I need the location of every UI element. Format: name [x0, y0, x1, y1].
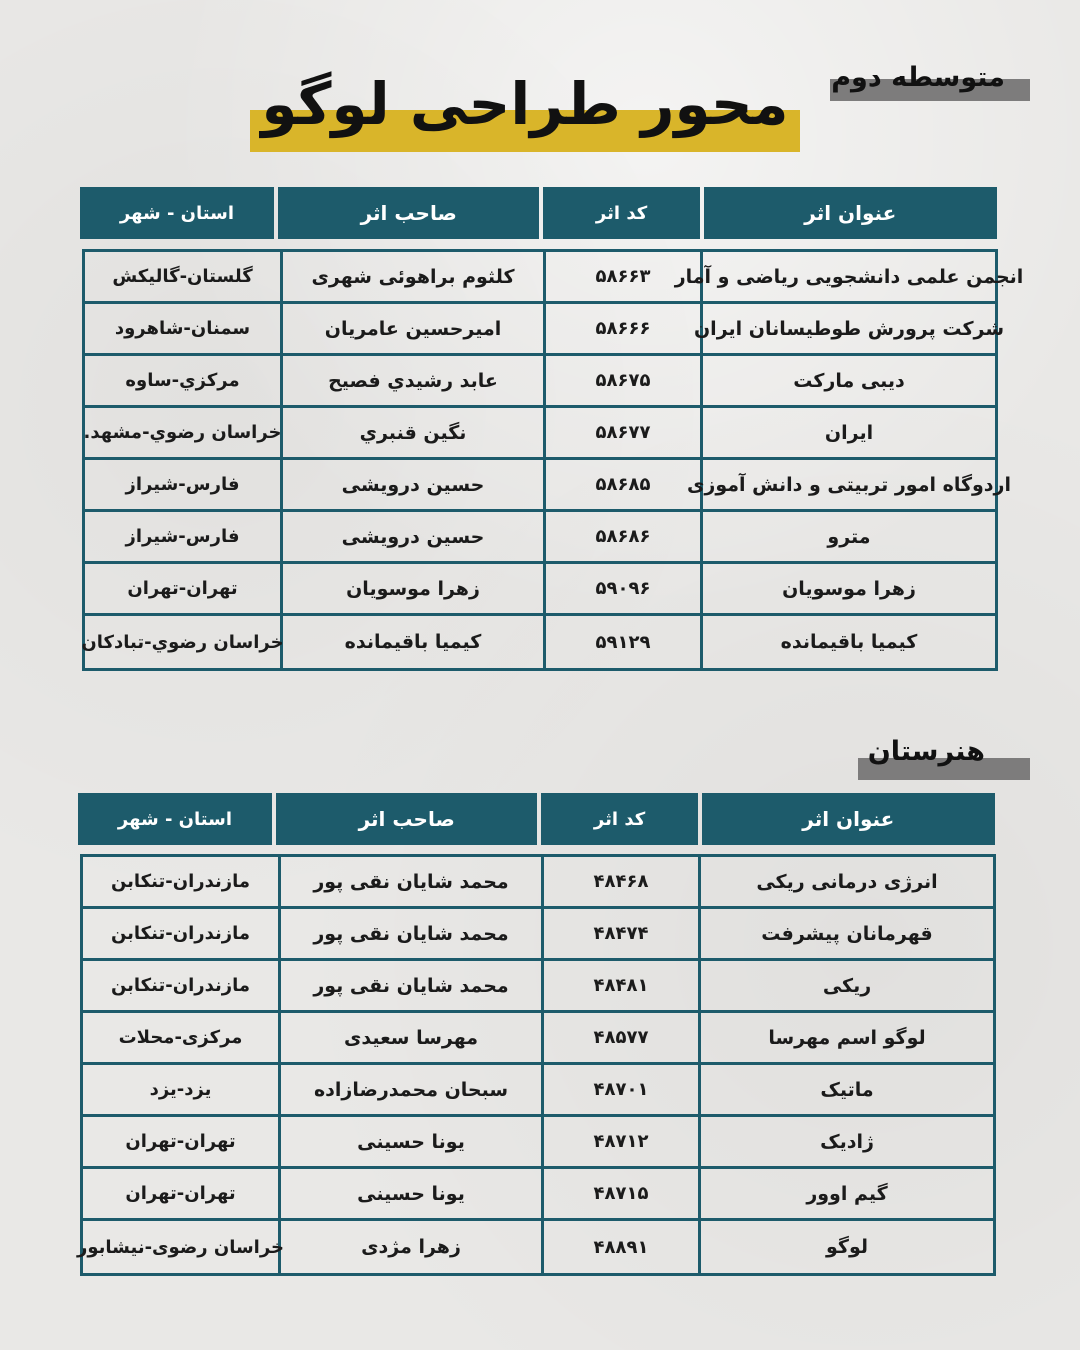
- cell-province: خراسان رضوي-تبادكان: [81, 631, 284, 653]
- table-row: [85, 408, 995, 460]
- cell-code: ۴۸۴۷۴: [541, 909, 698, 958]
- cell-code: ۵۸۶۶۶: [543, 304, 700, 353]
- cell-code: ۴۸۴۸۱: [541, 961, 698, 1010]
- cell-code: ۴۸۷۱۲: [541, 1117, 698, 1166]
- cell-owner: مهرسا سعیدی: [278, 1013, 541, 1062]
- cell-owner: عابد رشيدي فصيح: [280, 356, 543, 405]
- cell-title: مترو: [700, 512, 995, 561]
- header-owner: صاحب اثر: [278, 187, 540, 239]
- cell-title: کیمیا باقیمانده: [700, 616, 995, 668]
- header-code: کد اثر: [543, 187, 699, 239]
- cell-province: سمنان-شاهرود: [114, 318, 251, 339]
- header-province: استان - شهر: [80, 187, 274, 239]
- cell-owner: محمد شایان نقی پور: [278, 961, 541, 1010]
- table-row: [81, 616, 995, 668]
- cell-code: ۴۸۷۱۵: [541, 1169, 698, 1218]
- section1-header: [80, 187, 997, 239]
- cell-title: لوگو اسم مهرسا: [698, 1013, 993, 1062]
- cell-title: زهرا موسویان: [700, 564, 995, 613]
- cell-province: مرکزی-محلات: [118, 1027, 243, 1048]
- cell-province: تهران-تهران: [127, 578, 238, 599]
- section2-header: [78, 793, 995, 845]
- cell-code: ۴۸۴۶۸: [541, 857, 698, 906]
- table-row: [83, 1065, 993, 1117]
- table-row: [76, 1221, 993, 1273]
- cell-code: ۵۹۱۲۹: [543, 616, 700, 668]
- table-row: [85, 304, 1005, 356]
- table-row: [83, 909, 993, 961]
- cell-province: مازندران-تنکابن: [110, 923, 251, 944]
- cell-title: گیم اوور: [698, 1169, 993, 1218]
- cell-province: یزد-یزد: [149, 1079, 212, 1100]
- cell-owner: زهرا موسویان: [280, 564, 543, 613]
- cell-title: ایران: [700, 408, 995, 457]
- table-row: [85, 356, 995, 408]
- cell-title: انرژی درمانی ریکی: [698, 857, 993, 906]
- page-title: محور طراحی لوگو: [261, 70, 789, 138]
- cell-province: فارس-شیراز: [125, 474, 240, 495]
- cell-province: فارس-شیراز: [125, 526, 240, 547]
- header-owner: صاحب اثر: [276, 793, 538, 845]
- header-title: عنوان اثر: [704, 187, 997, 239]
- cell-title: لوگو: [698, 1221, 993, 1273]
- section2-tag: هنرستان: [867, 736, 985, 767]
- table-row: [85, 564, 995, 616]
- cell-title: اردوگاه امور تربیتی و دانش آموزی: [700, 460, 995, 509]
- cell-province: خراسان رضوی-نیشابور: [76, 1236, 285, 1258]
- cell-owner: نگين قنبري: [280, 408, 543, 457]
- header-code: کد اثر: [541, 793, 697, 845]
- section1-table: [81, 249, 1024, 671]
- cell-title: انجمن علمی دانشجویی ریاضی و آمار: [700, 252, 995, 301]
- table-row: [83, 1117, 993, 1169]
- table-row: [83, 1169, 993, 1221]
- cell-title: ریکی: [698, 961, 993, 1010]
- cell-owner: حسین درویشی: [280, 512, 543, 561]
- cell-title: دیبی مارکت: [700, 356, 995, 405]
- cell-province: گلستان-گالیکش: [112, 266, 253, 287]
- cell-title: شرکت پرورش طوطیسانان ایران: [700, 304, 995, 353]
- cell-code: ۴۸۷۰۱: [541, 1065, 698, 1114]
- header-province: استان - شهر: [78, 793, 272, 845]
- cell-code: ۵۸۶۸۵: [543, 460, 700, 509]
- cell-province: تهران-تهران: [125, 1183, 236, 1204]
- cell-title: قهرمانان پیشرفت: [698, 909, 993, 958]
- cell-province: تهران-تهران: [125, 1131, 236, 1152]
- cell-owner: کیمیا باقیمانده: [280, 616, 543, 668]
- cell-code: ۵۹۰۹۶: [543, 564, 700, 613]
- cell-owner: زهرا مژدی: [278, 1221, 541, 1273]
- cell-code: ۵۸۶۷۷: [543, 408, 700, 457]
- table-row: [83, 857, 993, 909]
- table-row: [83, 1013, 993, 1065]
- cell-code: ۵۸۶۸۶: [543, 512, 700, 561]
- cell-code: ۵۸۶۷۵: [543, 356, 700, 405]
- cell-owner: یونا حسینی: [278, 1117, 541, 1166]
- cell-code: ۵۸۶۶۳: [543, 252, 700, 301]
- cell-owner: محمد شایان نقی پور: [278, 909, 541, 958]
- cell-title: ماتیک: [698, 1065, 993, 1114]
- cell-owner: محمد شایان نقی پور: [278, 857, 541, 906]
- cell-owner: کلثوم براهوئی شهری: [280, 252, 543, 301]
- table-row: [85, 460, 1012, 512]
- cell-province: خراسان رضوي-مشهد.: [83, 422, 282, 443]
- table-row: [83, 961, 993, 1013]
- cell-code: ۴۸۸۹۱: [541, 1221, 698, 1273]
- section2-table: [76, 854, 996, 1276]
- cell-province: مازندران-تنکابن: [110, 871, 251, 892]
- cell-province: مازندران-تنکابن: [110, 975, 251, 996]
- table-row: [85, 252, 1024, 304]
- cell-title: ژادیک: [698, 1117, 993, 1166]
- cell-owner: سبحان محمدرضازاده: [278, 1065, 541, 1114]
- cell-owner: یونا حسینی: [278, 1169, 541, 1218]
- cell-province: مركزي-ساوه: [125, 370, 240, 391]
- cell-owner: امیرحسین عامریان: [280, 304, 543, 353]
- table-row: [85, 512, 995, 564]
- section1-tag: متوسطه دوم: [831, 62, 1005, 93]
- header-title: عنوان اثر: [702, 793, 995, 845]
- cell-code: ۴۸۵۷۷: [541, 1013, 698, 1062]
- cell-owner: حسین درویشی: [280, 460, 543, 509]
